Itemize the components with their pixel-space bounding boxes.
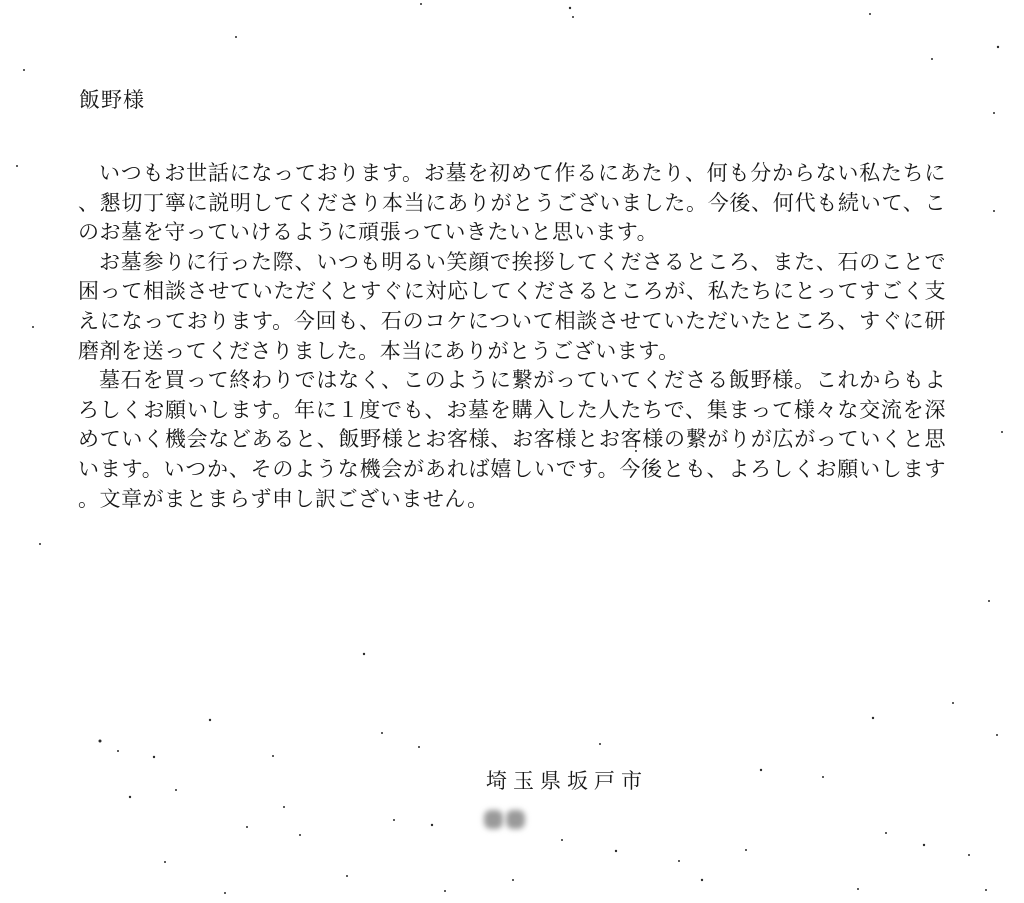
sender-location: 埼玉県坂戸市 <box>486 769 648 793</box>
letter-paragraph-1: いつもお世話になっております。お墓を初めて作るにあたり、何も分からない私たちに、懇切丁寧に説明してくださり本当にありがとうございました。今後、何代も続いて、このお墓を守っていけるように頑張っていきたいと思います。 <box>78 161 946 245</box>
redacted-sender-name <box>484 810 526 829</box>
letter-paragraph-2: お墓参りに行った際、いつも明るい笑顔で挨拶してくださるところ、また、石のことで困って相談させていただくとすぐに対応してくださるところが、私たちにとってすごく支えになっております。今回も、石のコケについて相談させていただいたところ、すぐに研磨剤を送ってくださりました。本当にありがとうございます。 <box>78 249 946 363</box>
letter-paragraph-3: 墓石を買って終わりではなく、このように繋がっていてくださる飯野様。これからもよろしくお願いします。年に１度でも、お墓を購入した人たちで、集まって様々な交流を深めていく機会などあると、飯野様とお客様、お客様とお客様の繋がりが広がっていくと思います。いつか、そのような機会があれば嬉しいです。今後とも、よろしくお願いします。文章がまとまらず申し訳ございません。 <box>78 368 946 511</box>
letter-body <box>78 159 946 514</box>
letter-salutation: 飯野様 <box>79 88 145 112</box>
